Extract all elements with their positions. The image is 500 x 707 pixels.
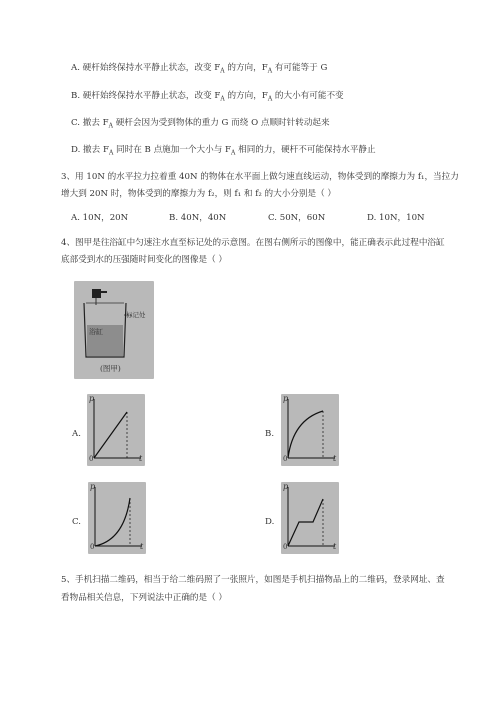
figure-caption: (图甲)	[100, 364, 121, 373]
q3-option-a: A. 10N，20N	[71, 213, 129, 223]
graph-b-curve	[288, 411, 323, 458]
graph-d	[281, 482, 339, 554]
graph-d-option: D.	[265, 517, 275, 527]
graph-d-plot	[281, 482, 339, 554]
graph-d-x-label: t	[333, 542, 337, 551]
graph-c-curve	[95, 498, 130, 546]
mark-label: 标记处	[126, 311, 146, 319]
graph-c-plot	[88, 482, 146, 554]
q4-stem-line2: 底部受到水的压强随时间变化的图像是（ ）	[61, 255, 228, 265]
q5-stem-line1: 5、手机扫描二维码，相当于给二维码照了一张照片，如图是手机扫描物品上的二维码，登录网址、查	[61, 575, 445, 585]
q3-option-c: C. 50N，60N	[268, 213, 326, 223]
graph-c-y-label: p	[90, 482, 96, 491]
graph-a-origin: 0	[89, 455, 94, 463]
graph-d-y-label: p	[283, 482, 289, 491]
graph-b-option: B.	[265, 429, 275, 439]
graph-c-option: C.	[72, 517, 82, 527]
graph-b-plot	[281, 394, 339, 466]
graph-d-origin: 0	[283, 543, 288, 551]
tub-label: 浴缸	[89, 328, 103, 336]
graph-b	[281, 394, 339, 466]
q3-stem-line2: 增大到 20N 时，物体受到的摩擦力为 f₂，则 f₁ 和 f₂ 的大小分别是（ ）	[61, 189, 337, 199]
graph-a-x-label: t	[139, 454, 143, 463]
graph-a-curve	[94, 412, 127, 458]
q2-option-d: D. 撤去 $F_A$ 同时在 B 点施加一个大小与 $F_A$ 相同的力，硬杆不可能保持水平静止	[71, 145, 376, 157]
graph-a-plot	[87, 394, 145, 466]
q3-option-b: B. 40N，40N	[169, 213, 227, 223]
graph-b-origin: 0	[283, 455, 288, 463]
q4-stem-line1: 4、图甲是往浴缸中匀速注水直至标记处的示意图。在图右侧所示的图像中，能正确表示此过程中浴缸	[61, 238, 445, 248]
q3-stem-line1: 3、用 10N 的水平拉力拉着重 40N 的物体在水平面上做匀速直线运动，物体受到的摩擦力为 f₁，当拉力	[61, 172, 459, 182]
q2-option-a: A. 硬杆始终保持水平静止状态，改变 $F_A$ 的方向，$F_A$ 有可能等于 G	[71, 63, 328, 75]
graph-a-y-label: p	[89, 394, 95, 403]
graph-c-x-label: t	[140, 542, 144, 551]
q3-option-d: D. 10N，10N	[367, 213, 425, 223]
q2-option-c: C. 撤去 $F_A$ 硬杆会因为受到物体的重力 G 而绕 O 点顺时针转动起来	[71, 118, 330, 130]
bathtub-figure	[74, 281, 154, 379]
graph-c	[88, 482, 146, 554]
graph-d-curve	[288, 499, 323, 546]
graph-c-origin: 0	[90, 543, 95, 551]
graph-a-option: A.	[72, 429, 81, 439]
faucet-icon	[92, 289, 101, 298]
graph-b-y-label: p	[283, 394, 289, 403]
q2-option-b: B. 硬杆始终保持水平静止状态，改变 $F_A$ 的方向，$F_A$ 的大小有可能不变	[71, 91, 344, 103]
graph-b-x-label: t	[333, 454, 337, 463]
q5-stem-line2: 看物品相关信息，下列说法中正确的是（ ）	[61, 593, 228, 603]
graph-a	[87, 394, 145, 466]
